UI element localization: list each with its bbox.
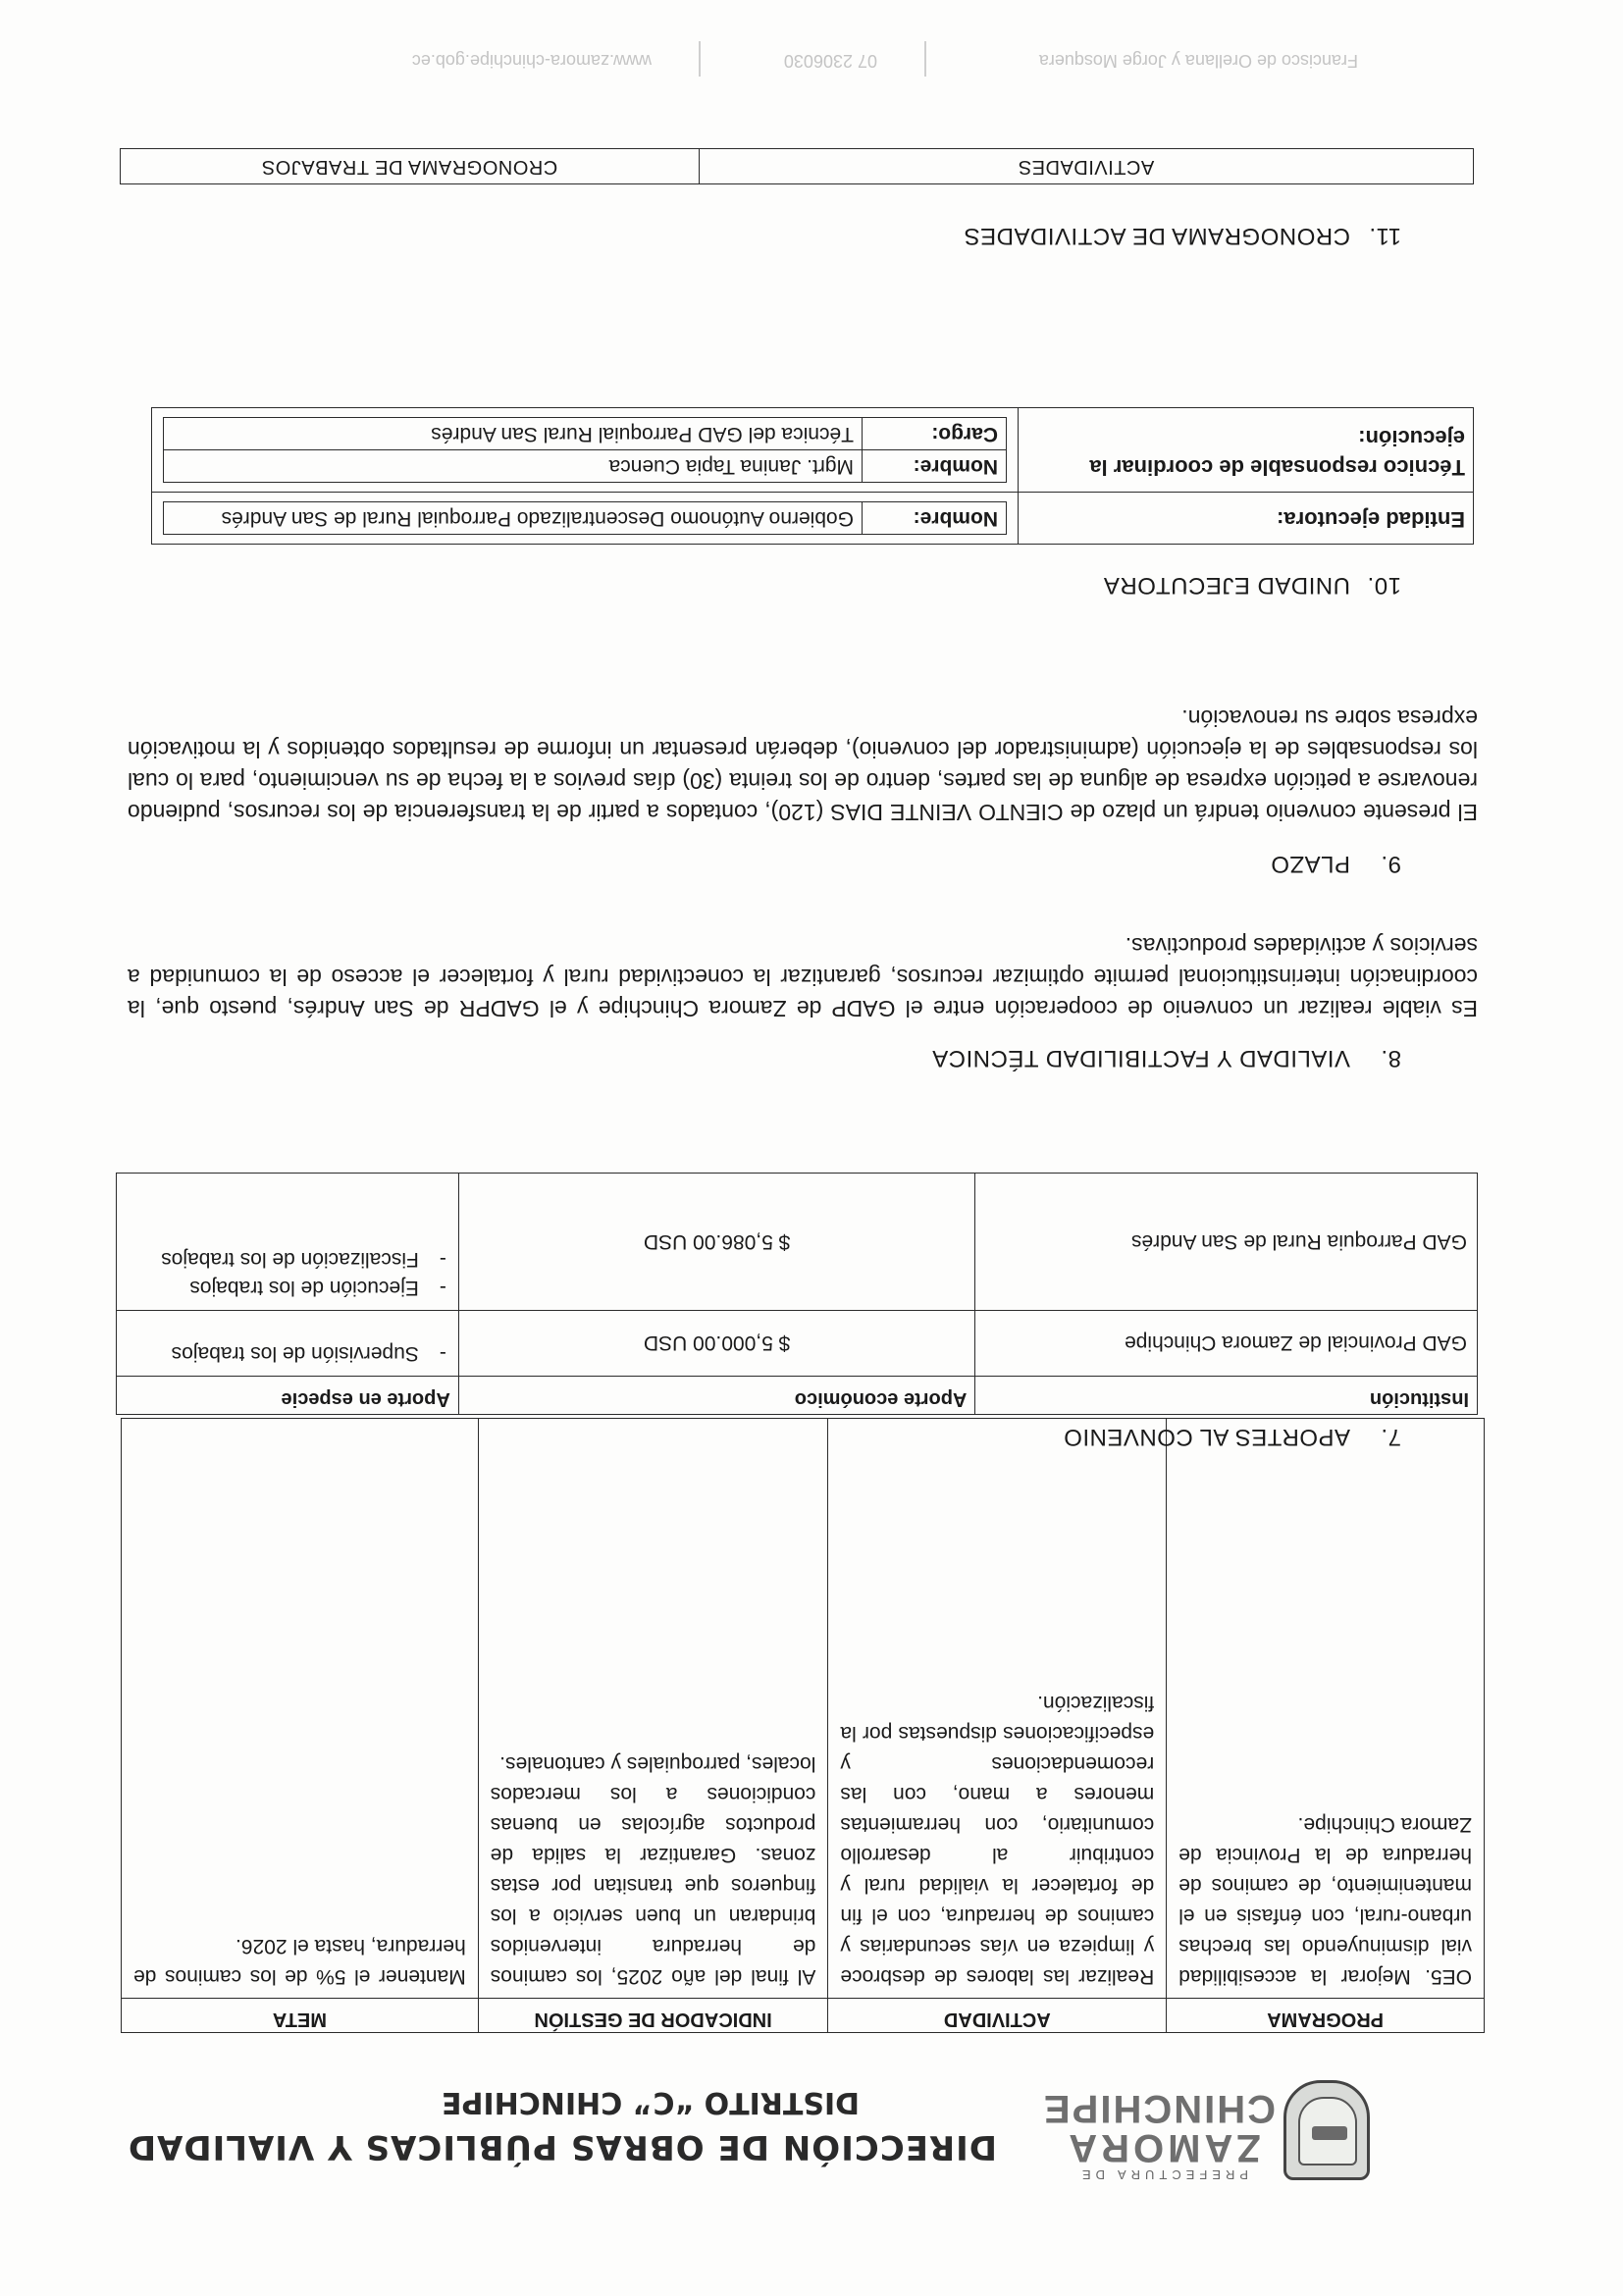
section-10-heading: 10.UNIDAD EJECUTORA bbox=[1103, 572, 1401, 599]
institution-cell: GAD Provincial de Zamora Chinchipe bbox=[975, 1311, 1478, 1377]
in-kind-contribution-cell bbox=[117, 1174, 459, 1311]
technician-role-value: Técnica del GAD Parroquial Rural San Andrés bbox=[164, 418, 863, 450]
table-row bbox=[117, 1311, 1478, 1377]
table-row bbox=[152, 493, 1474, 545]
section-9-paragraph: El presente convenio tendrá un plazo de CIENTO VEINTE DIAS (120), contados a partir de la transferencia de los recursos, pudiendo renovarse a petición expresa de alguna de las partes, dentro de los treinta (30) días previos a la fecha de su vencimiento, para lo cual los responsables de la ejecución (administrador del convenio), deberán presentar un informe de resultados obtenidos y la motivación expresa sobre su renovación. bbox=[128, 705, 1478, 825]
actividad-cell: Realizar las labores de desbroce y limpieza en vías secundarias y caminos de herradura, con el fin de fortalecer la vialidad rural y contribuir al desarrollo comunitario, con herramientas menores a mano, con las recomendaciones y especificaciones dispuestas por la fiscalización. bbox=[828, 1419, 1167, 1999]
list-item: - Ejecución de los trabajos bbox=[127, 1274, 419, 1302]
section-11-heading: 11.CRONOGRAMA DE ACTIVIDADES bbox=[964, 223, 1401, 249]
technician-details-table bbox=[163, 417, 1007, 483]
entity-name-key: Nombre: bbox=[863, 502, 1007, 535]
meta-cell: Mantener el 5% de los caminos de herradura, hasta el 2026. bbox=[122, 1419, 479, 1999]
section-9-heading: 9.PLAZO bbox=[1270, 851, 1401, 877]
technician-role-key: Cargo: bbox=[863, 418, 1007, 450]
column-header: ACTIVIDADES bbox=[699, 149, 1473, 184]
list-item: - Fiscalización de los trabajos bbox=[127, 1245, 419, 1274]
column-header: PROGRAMA bbox=[1167, 1999, 1485, 2033]
footer-website: www.zamora-chinchipe.gob.ec bbox=[411, 51, 652, 71]
entity-details-table bbox=[163, 501, 1007, 535]
column-header: META bbox=[122, 1999, 479, 2033]
list-item: - Supervisión de los trabajos bbox=[127, 1339, 419, 1368]
executing-unit-table bbox=[151, 407, 1474, 545]
entity-name-value: Gobierno Autónomo Descentralizado Parroquial Rural de San Andrés bbox=[164, 502, 863, 535]
prefecture-logo: PREFECTURA DE ZAMORA CHINCHIPE bbox=[1041, 2087, 1276, 2182]
table-row bbox=[122, 1419, 1485, 1999]
program-table bbox=[121, 1418, 1485, 2033]
contributions-header bbox=[117, 1377, 1478, 1415]
footer-address: Francisco de Orellana y Jorge Mosquera bbox=[1038, 51, 1358, 71]
column-header: ACTIVIDAD bbox=[828, 1999, 1167, 2033]
section-7-heading: 7.APORTES AL CONVENIO bbox=[1063, 1424, 1401, 1450]
technician-label: Técnico responsable de coordinar la ejecución: bbox=[1019, 408, 1474, 493]
in-kind-contribution-cell bbox=[117, 1311, 459, 1377]
programa-cell: OE5. Mejorar la accesibilidad vial disminuyendo las brechas urbano-rural, con énfasis en el mantenimiento, de caminos de herradura de la Provincia de Zamora Chinchipe. bbox=[1167, 1419, 1485, 1999]
department-title-line1: DIRECCIÓN DE OBRAS PÚBLICAS Y VIALIDAD bbox=[127, 2127, 997, 2166]
letterhead bbox=[84, 2041, 1370, 2188]
column-header: Aporte económico bbox=[458, 1377, 975, 1415]
schedule-table bbox=[120, 148, 1474, 184]
section-8-heading: 8.VIALIDAD Y FACTIBILIDAD TÉCNICA bbox=[931, 1045, 1401, 1071]
section-8-paragraph: Es viable realizar un convenio de cooperación entre el GADP de Zamora Chinchipe y el GADPR de San Andrés, puesto que, la coordinación interinstitucional permite optimizar recursos, garantizar la conectividad rural y fortalecer el acceso de la comunidad a servicios y actividades productivas. bbox=[128, 933, 1478, 1021]
column-header: CRONOGRAMA DE TRABAJOS bbox=[121, 149, 700, 184]
indicador-cell: Al final del año 2025, los caminos de herradura intervenidos brindaran un buen servicio a los finqueros que transitan por estas zonas. Garantizar la salida de productos agrícolas en buenas condiciones a los mercados locales, parroquiales y cantonales. bbox=[478, 1419, 828, 1999]
economic-contribution-cell: $ 5,086.00 USD bbox=[458, 1174, 975, 1311]
entity-label: Entidad ejecutora: bbox=[1019, 493, 1474, 545]
page-footer bbox=[181, 37, 1358, 77]
institution-cell: GAD Parroquia Rural de San Andrés bbox=[975, 1174, 1478, 1311]
table-row bbox=[117, 1174, 1478, 1311]
program-table-header bbox=[122, 1999, 1485, 2033]
department-title-line2: DISTRITO “C” CHINCHIPE bbox=[442, 2085, 860, 2119]
technician-name-key: Nombre: bbox=[863, 450, 1007, 483]
contributions-table bbox=[116, 1173, 1478, 1415]
technician-details bbox=[152, 408, 1019, 493]
footer-divider bbox=[924, 41, 926, 77]
footer-divider bbox=[699, 41, 701, 77]
column-header: Institución bbox=[975, 1377, 1478, 1415]
table-row bbox=[152, 408, 1474, 493]
entity-details bbox=[152, 493, 1019, 545]
column-header: Aporte en especie bbox=[117, 1377, 459, 1415]
economic-contribution-cell: $ 5,000.00 USD bbox=[458, 1311, 975, 1377]
column-header: INDICADOR DE GESTIÓN bbox=[478, 1999, 828, 2033]
footer-phone: 07 2306030 bbox=[783, 51, 877, 71]
schedule-header bbox=[121, 149, 1474, 184]
technician-name-value: Mgrt. Janina Tapia Cuenca bbox=[164, 450, 863, 483]
coat-of-arms-icon bbox=[1283, 2080, 1370, 2180]
department-title bbox=[94, 2085, 997, 2166]
